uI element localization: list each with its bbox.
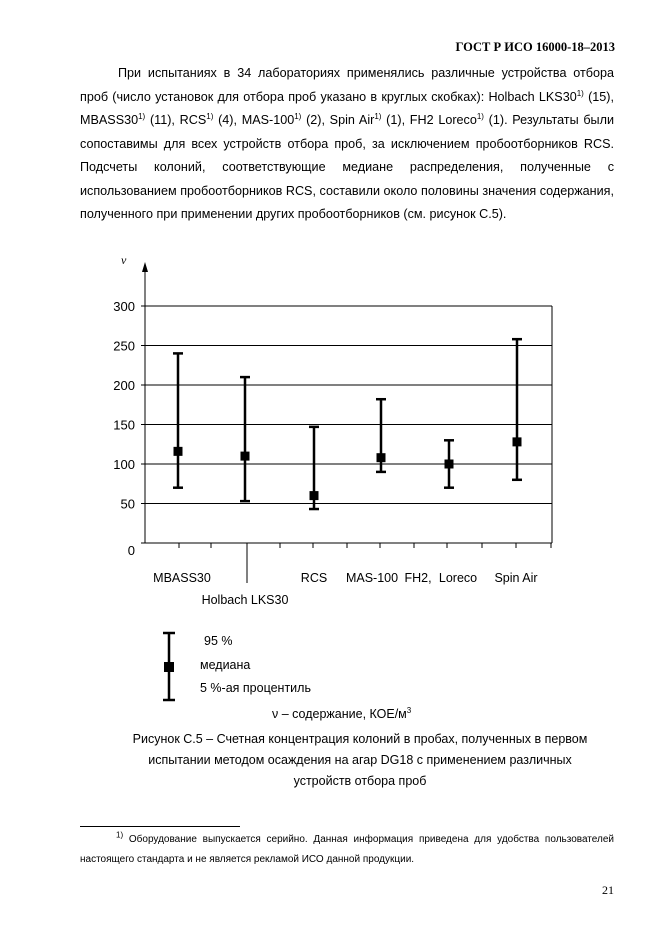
footnote-ref: 1) bbox=[206, 111, 214, 121]
median-marker bbox=[445, 460, 454, 469]
footnote-divider bbox=[80, 826, 240, 827]
y-tick-label: 250 bbox=[113, 338, 135, 354]
paragraph-text: (2), Spin Air bbox=[301, 113, 375, 127]
legend-label-5: 5 %-ая процентиль bbox=[200, 681, 311, 695]
median-marker bbox=[513, 437, 522, 446]
x-category-label: RCS bbox=[300, 571, 328, 585]
footnote bbox=[80, 830, 614, 870]
x-category-label: Spin Air bbox=[494, 571, 538, 585]
figure-caption bbox=[80, 729, 640, 792]
paragraph-text: (4), MAS-100 bbox=[213, 113, 295, 127]
x-category-label: MAS-100 bbox=[345, 571, 399, 585]
x-category-label: Holbach LKS30 bbox=[201, 593, 289, 607]
y-tick-label: 50 bbox=[120, 496, 135, 512]
y-axis-arrow bbox=[142, 262, 148, 272]
footnote-ref: 1) bbox=[138, 111, 146, 121]
footnote-mark: 1) bbox=[116, 830, 124, 840]
caption-line: Рисунок С.5 – Счетная концентрация колоний в пробах, полученных в первом bbox=[132, 732, 588, 746]
footnote-ref: 1) bbox=[476, 111, 484, 121]
x-axis-label-superscript: 3 bbox=[406, 706, 412, 715]
footnote-ref: 1) bbox=[576, 88, 584, 98]
page-number: 21 bbox=[602, 883, 614, 897]
paragraph-text: (1). Результаты были сопоставимы для всех устройств отбора проб, за исключением пробоотборников RCS. Подсчеты колоний, соответствующие медиане распределения, полученные с использованием пробоотборников RCS, составили около половины значения содержания, полученного при применении других пробоотборников (см. рисунок С.5). bbox=[80, 113, 614, 221]
legend-label-95: 95 % bbox=[204, 634, 233, 648]
median-marker bbox=[377, 453, 386, 462]
y-tick-label: 0 bbox=[127, 543, 135, 558]
paragraph-text: (11), RCS bbox=[145, 113, 207, 127]
caption-line: испытании методом осаждения на агар DG18 с применением различных bbox=[148, 753, 572, 767]
x-category-label: FH2, bbox=[404, 571, 432, 585]
y-tick-label: 150 bbox=[113, 417, 135, 433]
footnote-ref: 1) bbox=[294, 111, 302, 121]
legend-label-median: медиана bbox=[200, 658, 251, 672]
y-tick-label: 200 bbox=[113, 378, 135, 393]
median-marker bbox=[310, 491, 319, 500]
footnote-ref: 1) bbox=[374, 111, 382, 121]
legend-median-marker bbox=[164, 662, 174, 672]
x-category-label: MBASS30 bbox=[153, 571, 211, 585]
x-axis-label-text: ν – содержание, КОЕ/м bbox=[272, 707, 407, 721]
median-marker bbox=[241, 452, 250, 461]
x-axis-label bbox=[272, 706, 412, 721]
caption-line: устройств отбора проб bbox=[293, 774, 427, 788]
y-tick-label: 300 bbox=[113, 299, 135, 314]
paragraph-text: (15), MBASS30 bbox=[80, 89, 614, 127]
y-axis-label: ν bbox=[121, 253, 127, 267]
median-marker bbox=[174, 447, 183, 456]
footnote-text: Оборудование выпускается серийно. Данная информация приведена для удобства пользователей настоящего стандарта и не является рекламой ИСО данной продукции. bbox=[80, 834, 614, 865]
y-tick-label: 100 bbox=[113, 457, 135, 472]
document-header: ГОСТ Р ИСО 16000-18–2013 bbox=[455, 40, 615, 54]
paragraph-text: При испытаниях в 34 лабораториях применялись различные устройства отбора проб (число установок для отбора проб указано в круглых скобках): Holbach LKS30 bbox=[80, 66, 614, 104]
x-category-label: Loreco bbox=[438, 571, 478, 585]
paragraph-text: (1), FH2 Loreco bbox=[381, 113, 477, 127]
